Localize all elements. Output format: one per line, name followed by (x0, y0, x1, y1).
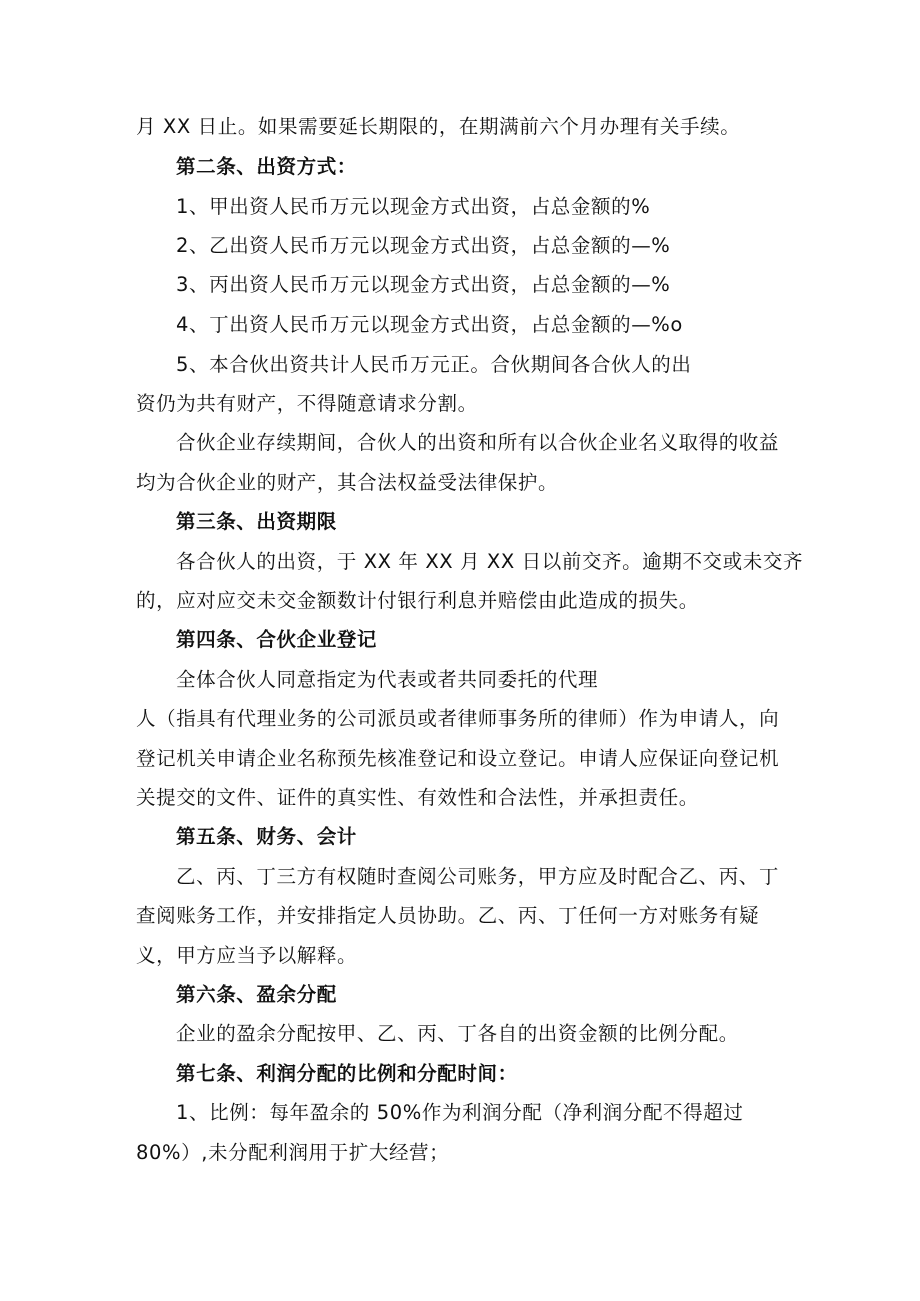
paragraph-line: 登记机关申请企业名称预先核准登记和设立登记。申请人应保证向登记机 (136, 747, 780, 770)
article-4-heading: 第四条、合伙企业登记 (176, 628, 378, 651)
article-5-heading: 第五条、财务、会计 (176, 825, 357, 848)
paragraph-line: 合伙企业存续期间，合伙人的出资和所有以合伙企业名义取得的收益 (176, 431, 780, 454)
list-item: 5、本合伙出资共计人民币万元正。合伙期间各合伙人的出 (176, 353, 692, 376)
article-2-heading: 第二条、出资方式： (176, 155, 357, 178)
paragraph-line: 均为合伙企业的财产，其合法权益受法律保护。 (136, 471, 559, 494)
paragraph-line: 全体合伙人同意指定为代表或者共同委托的代理 (176, 668, 599, 691)
paragraph-line: 的，应对应交未交金额数计付银行利息并赔偿由此造成的损失。 (136, 589, 699, 612)
list-item: 1、甲出资人民币万元以现金方式出资，占总金额的% (176, 195, 651, 218)
paragraph-line: 月 XX 日止。如果需要延长期限的，在期满前六个月办理有关手续。 (136, 115, 741, 138)
paragraph-line: 义，甲方应当予以解释。 (136, 944, 358, 967)
list-item: 4、丁出资人民币万元以现金方式出资，占总金额的—%o (176, 313, 683, 336)
article-3-heading: 第三条、出资期限 (176, 510, 337, 533)
paragraph-line: 资仍为共有财产，不得随意请求分割。 (136, 392, 478, 415)
article-6-heading: 第六条、盈余分配 (176, 983, 337, 1006)
paragraph-line: 乙、丙、丁三方有权随时查阅公司账务，甲方应及时配合乙、丙、丁 (176, 865, 780, 888)
paragraph-line: 企业的盈余分配按甲、乙、丙、丁各自的出资金额的比例分配。 (176, 1022, 739, 1045)
article-7-heading: 第七条、利润分配的比例和分配时间： (176, 1062, 518, 1085)
paragraph-line: 人（指具有代理业务的公司派员或者律师事务所的律师）作为申请人，向 (136, 707, 780, 730)
paragraph-line: 各合伙人的出资，于 XX 年 XX 月 XX 日以前交齐。逾期不交或未交齐 (176, 550, 804, 573)
paragraph-line: 查阅账务工作，并安排指定人员协助。乙、丙、丁任何一方对账务有疑 (136, 904, 760, 927)
list-item: 2、乙出资人民币万元以现金方式出资，占总金额的—% (176, 234, 671, 257)
list-item: 3、丙出资人民币万元以现金方式出资，占总金额的—% (176, 273, 671, 296)
paragraph-line: 关提交的文件、证件的真实性、有效性和合法性，并承担责任。 (136, 786, 699, 809)
list-item: 1、比例：每年盈余的 50%作为利润分配（净利润分配不得超过 (176, 1101, 744, 1124)
paragraph-line: 80%）,未分配利润用于扩大经营； (136, 1141, 450, 1164)
